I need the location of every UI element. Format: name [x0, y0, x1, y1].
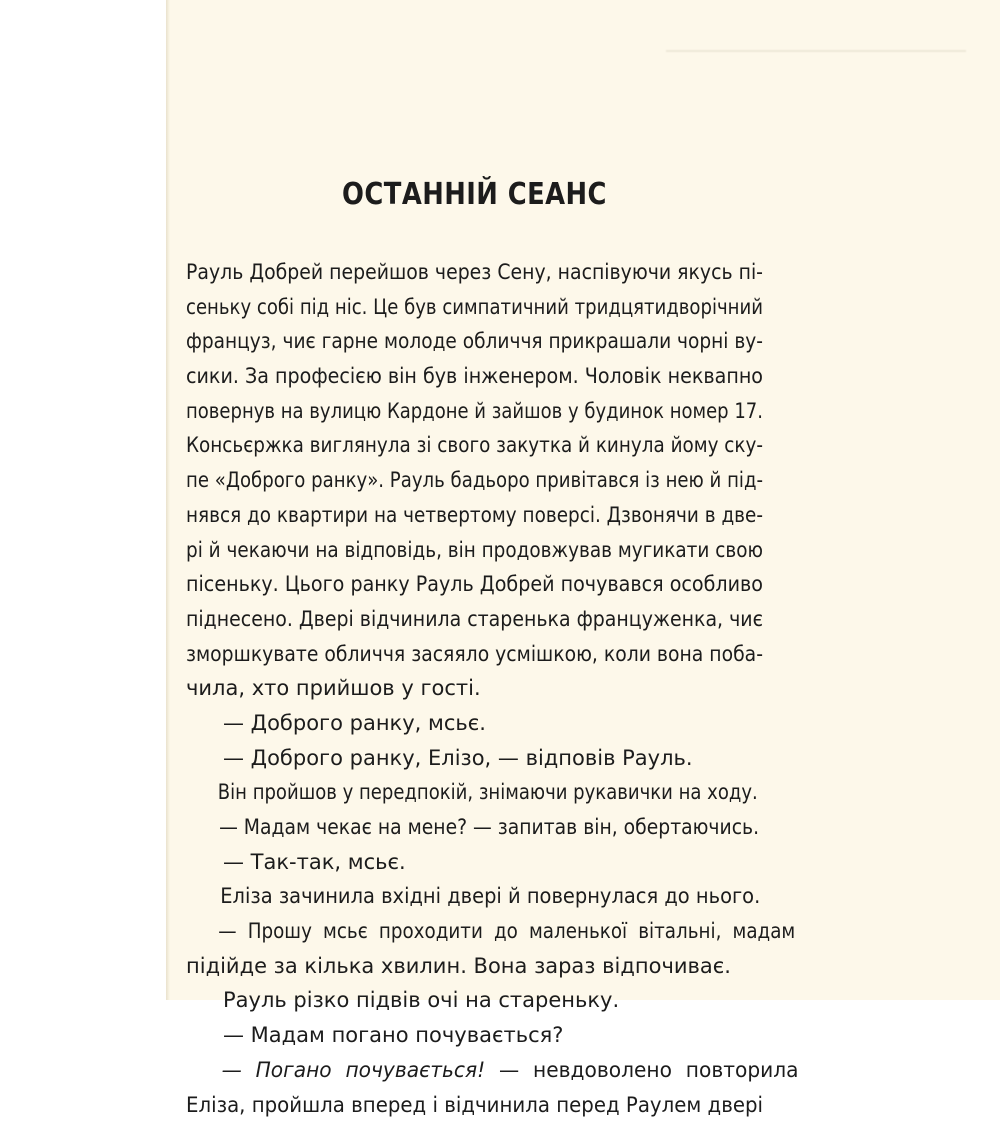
- dialogue-line: — Прошу мсьє проходити до маленької вітальні, мадам: [186, 914, 795, 949]
- text-line: француз, чиє гарне молоде обличчя прикрашали чорні ву-: [186, 324, 763, 359]
- text-line: чила, хто прийшов у гості.: [186, 671, 763, 706]
- dialogue-line: — Доброго ранку, Елізо, — відповів Рауль.: [186, 741, 763, 776]
- book-page: [166, 0, 1000, 1000]
- page-edge: [166, 0, 170, 1000]
- text-line: сеньку собі під ніс. Це був симпатичний тридцятидворічний: [186, 290, 763, 325]
- text-line: Консьєржка виглянула зі свого закутка й кинула йому ску-: [186, 428, 763, 463]
- text-line: повернув на вулицю Кардоне й зайшов у будинок номер 17.: [186, 394, 763, 429]
- text-line: Рауль Добрей перейшов через Сену, наспівуючи якусь пі-: [186, 255, 763, 290]
- text-line: Він пройшов у передпокій, знімаючи рукавички на ходу.: [186, 775, 795, 810]
- dialogue-line: — Так-так, мсьє.: [186, 845, 763, 880]
- text-line: Еліза, пройшла вперед і відчинила перед Раулем двері: [186, 1088, 763, 1122]
- page-content: [186, 175, 763, 1122]
- text-line: пісеньку. Цього ранку Рауль Добрей почувався особливо: [186, 567, 763, 602]
- text-line: пе «Доброго ранку». Рауль бадьоро привітався із нею й під-: [186, 463, 763, 498]
- dialogue-line: — Мадам чекає на мене? — запитав він, обертаючись.: [186, 810, 796, 845]
- text-line: Рауль різко підвів очі на стареньку.: [186, 983, 763, 1018]
- text-line: сики. За професією він був інженером. Чоловік неквапно: [186, 359, 763, 394]
- dialogue-line: — Доброго ранку, мсьє.: [186, 706, 763, 741]
- text-line: рі й чекаючи на відповідь, він продовжував мугикати свою: [186, 533, 763, 568]
- italic-phrase: — Погано почувається!: [222, 1058, 486, 1082]
- text-line: нявся до квартири на четвертому поверсі. Дзвонячи в две-: [186, 498, 763, 533]
- text-line: піднесено. Двері відчинила старенька француженка, чиє: [186, 602, 763, 637]
- dialogue-line-mixed: [186, 1053, 799, 1088]
- chapter-title: ОСТАННІЙ СЕАНС: [226, 175, 722, 215]
- text-line: зморшкувате обличчя засяяло усмішкою, коли вона поба-: [186, 637, 763, 672]
- dialogue-line: — Мадам погано почувається?: [186, 1018, 763, 1053]
- text-span: — невдоволено повторила: [485, 1058, 798, 1082]
- text-line: Еліза зачинила вхідні двері й повернулася до нього.: [186, 879, 797, 914]
- text-line: підійде за кілька хвилин. Вона зараз відпочиває.: [186, 949, 763, 984]
